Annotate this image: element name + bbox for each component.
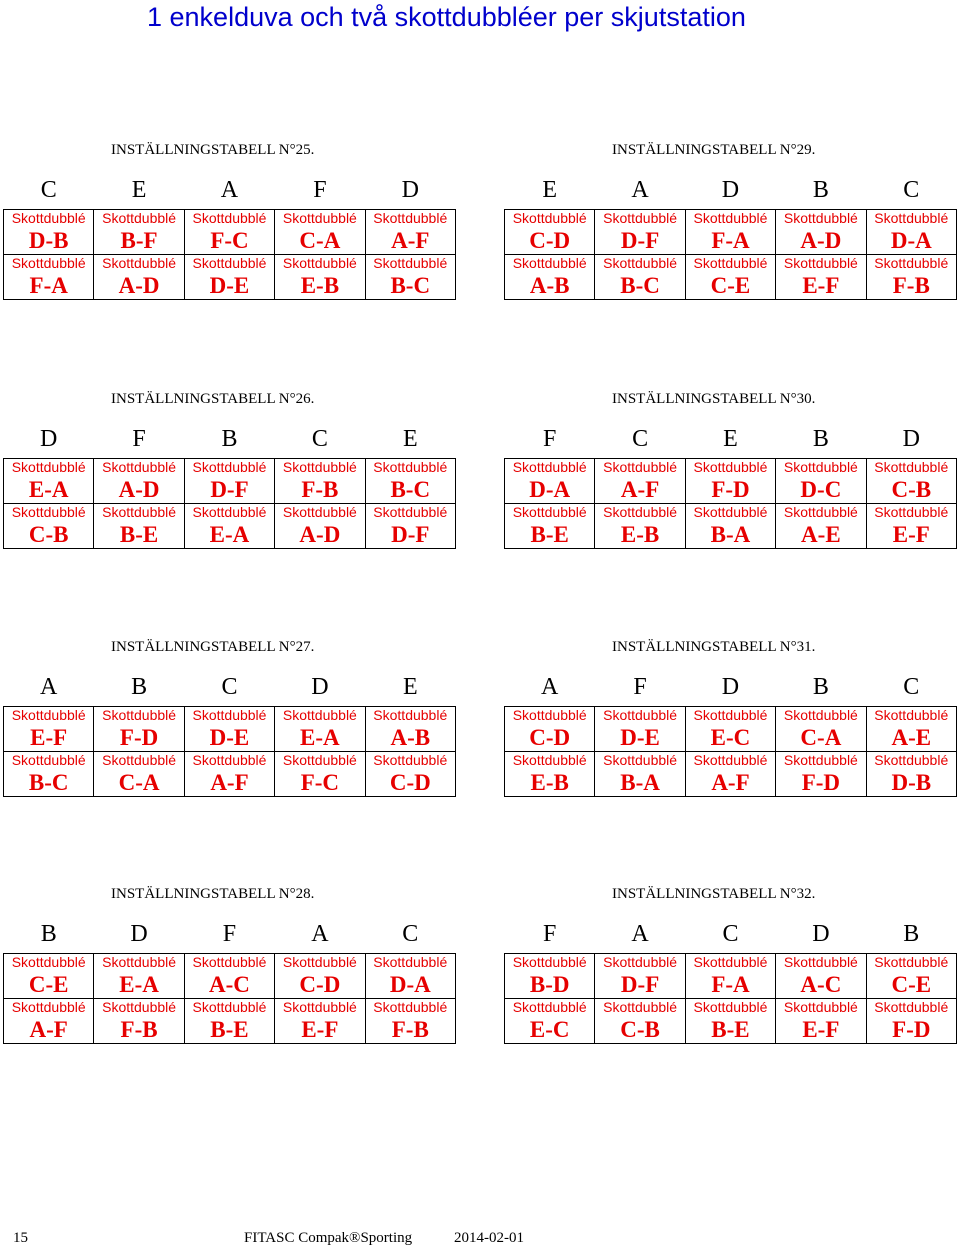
station-cell: A bbox=[631, 176, 649, 203]
skottdubble-label: Skottdubblé bbox=[94, 459, 184, 477]
skottdubble-label: Skottdubblé bbox=[505, 707, 595, 725]
double-pair-cell: C-A bbox=[776, 724, 866, 752]
skottdubble-label: Skottdubblé bbox=[94, 255, 184, 273]
setting-grid bbox=[3, 668, 456, 797]
label-row bbox=[4, 459, 456, 477]
skottdubble-label: Skottdubblé bbox=[776, 707, 866, 725]
station-cell: B bbox=[221, 425, 238, 452]
double-pair-cell: D-F bbox=[184, 476, 274, 504]
skottdubble-label: Skottdubblé bbox=[685, 954, 775, 972]
double-pair-cell: F-D bbox=[94, 724, 184, 752]
double-pair-cell: F-D bbox=[866, 1016, 956, 1044]
skottdubble-label: Skottdubblé bbox=[4, 752, 94, 770]
label-row bbox=[4, 210, 456, 228]
station-cell: A bbox=[541, 673, 559, 700]
skottdubble-label: Skottdubblé bbox=[866, 504, 956, 522]
first-doubles-row bbox=[4, 724, 456, 752]
skottdubble-label: Skottdubblé bbox=[866, 210, 956, 228]
double-pair-cell: A-D bbox=[275, 521, 365, 549]
table-heading: INSTÄLLNINGSTABELL N°28. bbox=[111, 886, 315, 902]
skottdubble-label: Skottdubblé bbox=[184, 210, 274, 228]
double-pair-cell: D-E bbox=[595, 724, 685, 752]
skottdubble-label: Skottdubblé bbox=[4, 504, 94, 522]
double-pair-cell: F-D bbox=[776, 769, 866, 797]
skottdubble-label: Skottdubblé bbox=[275, 459, 365, 477]
double-pair-cell: F-B bbox=[866, 272, 956, 300]
double-pair-cell: D-A bbox=[505, 476, 595, 504]
label-row bbox=[4, 752, 456, 770]
skottdubble-label: Skottdubblé bbox=[184, 999, 274, 1017]
double-pair-cell: F-B bbox=[94, 1016, 184, 1044]
double-pair-cell: A-D bbox=[776, 227, 866, 255]
skottdubble-label: Skottdubblé bbox=[94, 707, 184, 725]
label-row bbox=[505, 999, 957, 1017]
first-doubles-row bbox=[505, 476, 957, 504]
table-heading: INSTÄLLNINGSTABELL N°26. bbox=[111, 391, 315, 407]
skottdubble-label: Skottdubblé bbox=[776, 999, 866, 1017]
skottdubble-label: Skottdubblé bbox=[595, 459, 685, 477]
skottdubble-label: Skottdubblé bbox=[595, 752, 685, 770]
skottdubble-label: Skottdubblé bbox=[4, 954, 94, 972]
skottdubble-label: Skottdubblé bbox=[776, 459, 866, 477]
skottdubble-label: Skottdubblé bbox=[505, 999, 595, 1017]
station-cell: D bbox=[130, 920, 148, 947]
double-pair-cell: D-A bbox=[365, 971, 455, 999]
double-pair-cell: D-E bbox=[184, 272, 274, 300]
station-cell: C bbox=[311, 425, 328, 452]
double-pair-cell: E-B bbox=[595, 521, 685, 549]
double-pair-cell: E-C bbox=[505, 1016, 595, 1044]
setting-grid bbox=[3, 171, 456, 300]
skottdubble-label: Skottdubblé bbox=[184, 707, 274, 725]
double-pair-cell: B-E bbox=[505, 521, 595, 549]
skottdubble-label: Skottdubblé bbox=[776, 255, 866, 273]
skottdubble-label: Skottdubblé bbox=[184, 752, 274, 770]
double-pair-cell: F-C bbox=[275, 769, 365, 797]
station-cell: F bbox=[633, 673, 647, 700]
skottdubble-label: Skottdubblé bbox=[275, 504, 365, 522]
second-doubles-row bbox=[4, 521, 456, 549]
double-pair-cell: D-F bbox=[595, 971, 685, 999]
setting-grid bbox=[504, 915, 957, 1044]
station-row bbox=[4, 915, 456, 954]
station-cell: E bbox=[131, 176, 147, 203]
label-row bbox=[4, 255, 456, 273]
station-cell: C bbox=[40, 176, 57, 203]
double-pair-cell: E-F bbox=[776, 1016, 866, 1044]
skottdubble-label: Skottdubblé bbox=[365, 707, 455, 725]
double-pair-cell: E-A bbox=[94, 971, 184, 999]
double-pair-cell: A-E bbox=[866, 724, 956, 752]
skottdubble-label: Skottdubblé bbox=[776, 752, 866, 770]
label-row bbox=[4, 504, 456, 522]
double-pair-cell: F-D bbox=[685, 476, 775, 504]
double-pair-cell: B-A bbox=[595, 769, 685, 797]
skottdubble-label: Skottdubblé bbox=[184, 954, 274, 972]
station-cell: B bbox=[903, 920, 920, 947]
station-cell: A bbox=[311, 920, 329, 947]
station-row bbox=[4, 171, 456, 210]
skottdubble-label: Skottdubblé bbox=[365, 999, 455, 1017]
station-row bbox=[505, 668, 957, 707]
second-doubles-row bbox=[4, 272, 456, 300]
double-pair-cell: C-D bbox=[505, 227, 595, 255]
double-pair-cell: F-C bbox=[184, 227, 274, 255]
skottdubble-label: Skottdubblé bbox=[866, 954, 956, 972]
skottdubble-label: Skottdubblé bbox=[866, 999, 956, 1017]
skottdubble-label: Skottdubblé bbox=[505, 255, 595, 273]
station-cell: A bbox=[220, 176, 239, 203]
skottdubble-label: Skottdubblé bbox=[4, 999, 94, 1017]
table-heading: INSTÄLLNINGSTABELL N°32. bbox=[612, 886, 816, 902]
skottdubble-label: Skottdubblé bbox=[595, 707, 685, 725]
station-row bbox=[505, 915, 957, 954]
double-pair-cell: B-E bbox=[685, 1016, 775, 1044]
station-cell: B bbox=[812, 673, 829, 700]
double-pair-cell: C-D bbox=[365, 769, 455, 797]
double-pair-cell: C-A bbox=[275, 227, 365, 255]
setting-grid bbox=[3, 420, 456, 549]
station-row bbox=[505, 420, 957, 459]
second-doubles-row bbox=[4, 769, 456, 797]
station-cell: E bbox=[723, 425, 738, 452]
skottdubble-label: Skottdubblé bbox=[505, 459, 595, 477]
station-cell: E bbox=[542, 176, 558, 203]
double-pair-cell: D-E bbox=[184, 724, 274, 752]
double-pair-cell: C-A bbox=[94, 769, 184, 797]
setting-grid bbox=[3, 915, 456, 1044]
skottdubble-label: Skottdubblé bbox=[365, 954, 455, 972]
publication-name: FITASC Compak®Sporting bbox=[244, 1230, 413, 1246]
station-cell: B bbox=[40, 920, 57, 947]
skottdubble-label: Skottdubblé bbox=[275, 954, 365, 972]
station-row bbox=[505, 171, 957, 210]
label-row bbox=[505, 210, 957, 228]
double-pair-cell: B-C bbox=[4, 769, 94, 797]
double-pair-cell: B-C bbox=[595, 272, 685, 300]
station-cell: E bbox=[402, 425, 418, 452]
double-pair-cell: B-C bbox=[365, 476, 455, 504]
skottdubble-label: Skottdubblé bbox=[94, 752, 184, 770]
skottdubble-label: Skottdubblé bbox=[365, 210, 455, 228]
table-heading: INSTÄLLNINGSTABELL N°25. bbox=[111, 142, 315, 158]
double-pair-cell: B-E bbox=[94, 521, 184, 549]
double-pair-cell: A-F bbox=[184, 769, 274, 797]
skottdubble-label: Skottdubblé bbox=[595, 954, 685, 972]
skottdubble-label: Skottdubblé bbox=[275, 255, 365, 273]
double-pair-cell: D-F bbox=[365, 521, 455, 549]
double-pair-cell: D-B bbox=[4, 227, 94, 255]
skottdubble-label: Skottdubblé bbox=[595, 999, 685, 1017]
skottdubble-label: Skottdubblé bbox=[866, 707, 956, 725]
page-number: 15 bbox=[13, 1230, 28, 1246]
station-cell: D bbox=[721, 176, 740, 203]
table-heading: INSTÄLLNINGSTABELL N°29. bbox=[612, 142, 816, 158]
double-pair-cell: E-A bbox=[4, 476, 94, 504]
skottdubble-label: Skottdubblé bbox=[275, 707, 365, 725]
label-row bbox=[505, 954, 957, 972]
station-cell: D bbox=[311, 673, 329, 700]
double-pair-cell: E-A bbox=[184, 521, 274, 549]
skottdubble-label: Skottdubblé bbox=[184, 255, 274, 273]
double-pair-cell: C-D bbox=[275, 971, 365, 999]
label-row bbox=[4, 707, 456, 725]
skottdubble-label: Skottdubblé bbox=[776, 504, 866, 522]
skottdubble-label: Skottdubblé bbox=[776, 954, 866, 972]
skottdubble-label: Skottdubblé bbox=[4, 459, 94, 477]
double-pair-cell: A-E bbox=[776, 521, 866, 549]
double-pair-cell: C-E bbox=[866, 971, 956, 999]
second-doubles-row bbox=[505, 1016, 957, 1044]
table-heading: INSTÄLLNINGSTABELL N°31. bbox=[612, 639, 816, 655]
station-cell: A bbox=[631, 920, 649, 947]
double-pair-cell: C-E bbox=[685, 272, 775, 300]
station-cell: C bbox=[632, 425, 649, 452]
double-pair-cell: A-C bbox=[184, 971, 274, 999]
first-doubles-row bbox=[505, 724, 957, 752]
setting-grid bbox=[504, 420, 957, 549]
label-row bbox=[505, 707, 957, 725]
double-pair-cell: A-F bbox=[685, 769, 775, 797]
skottdubble-label: Skottdubblé bbox=[365, 504, 455, 522]
station-cell: F bbox=[543, 920, 557, 947]
skottdubble-label: Skottdubblé bbox=[866, 255, 956, 273]
double-pair-cell: D-B bbox=[866, 769, 956, 797]
skottdubble-label: Skottdubblé bbox=[595, 504, 685, 522]
station-cell: D bbox=[902, 425, 920, 452]
label-row bbox=[505, 504, 957, 522]
table-heading: INSTÄLLNINGSTABELL N°27. bbox=[111, 639, 315, 655]
double-pair-cell: C-D bbox=[505, 724, 595, 752]
setting-grid bbox=[504, 171, 957, 300]
double-pair-cell: B-D bbox=[505, 971, 595, 999]
page-title: 1 enkelduva och två skottdubbléer per skjutstation bbox=[147, 2, 746, 32]
station-cell: F bbox=[313, 176, 327, 203]
station-cell: D bbox=[721, 673, 740, 700]
skottdubble-label: Skottdubblé bbox=[184, 504, 274, 522]
second-doubles-row bbox=[4, 1016, 456, 1044]
skottdubble-label: Skottdubblé bbox=[505, 752, 595, 770]
skottdubble-label: Skottdubblé bbox=[4, 707, 94, 725]
double-pair-cell: B-A bbox=[685, 521, 775, 549]
skottdubble-label: Skottdubblé bbox=[685, 504, 775, 522]
station-cell: B bbox=[812, 176, 829, 203]
label-row bbox=[505, 459, 957, 477]
skottdubble-label: Skottdubblé bbox=[365, 459, 455, 477]
setting-grid bbox=[504, 668, 957, 797]
label-row bbox=[505, 752, 957, 770]
skottdubble-label: Skottdubblé bbox=[275, 210, 365, 228]
station-cell: C bbox=[402, 920, 419, 947]
skottdubble-label: Skottdubblé bbox=[4, 255, 94, 273]
station-cell: C bbox=[903, 176, 920, 203]
double-pair-cell: F-A bbox=[4, 272, 94, 300]
skottdubble-label: Skottdubblé bbox=[365, 752, 455, 770]
label-row bbox=[505, 255, 957, 273]
table-heading: INSTÄLLNINGSTABELL N°30. bbox=[612, 391, 816, 407]
double-pair-cell: F-A bbox=[685, 971, 775, 999]
skottdubble-label: Skottdubblé bbox=[685, 707, 775, 725]
skottdubble-label: Skottdubblé bbox=[4, 210, 94, 228]
station-cell: F bbox=[222, 920, 237, 947]
second-doubles-row bbox=[505, 521, 957, 549]
double-pair-cell: A-D bbox=[94, 476, 184, 504]
skottdubble-label: Skottdubblé bbox=[275, 752, 365, 770]
double-pair-cell: B-C bbox=[365, 272, 455, 300]
label-row bbox=[4, 999, 456, 1017]
skottdubble-label: Skottdubblé bbox=[94, 999, 184, 1017]
station-cell: F bbox=[543, 425, 557, 452]
double-pair-cell: E-F bbox=[776, 272, 866, 300]
double-pair-cell: E-A bbox=[275, 724, 365, 752]
station-cell: D bbox=[40, 425, 58, 452]
station-cell: D bbox=[812, 920, 830, 947]
skottdubble-label: Skottdubblé bbox=[685, 210, 775, 228]
station-cell: E bbox=[402, 673, 418, 700]
first-doubles-row bbox=[4, 476, 456, 504]
double-pair-cell: C-B bbox=[866, 476, 956, 504]
second-doubles-row bbox=[505, 769, 957, 797]
skottdubble-label: Skottdubblé bbox=[866, 752, 956, 770]
skottdubble-label: Skottdubblé bbox=[685, 999, 775, 1017]
first-doubles-row bbox=[4, 971, 456, 999]
double-pair-cell: A-C bbox=[776, 971, 866, 999]
double-pair-cell: A-B bbox=[365, 724, 455, 752]
double-pair-cell: E-F bbox=[275, 1016, 365, 1044]
double-pair-cell: E-B bbox=[275, 272, 365, 300]
skottdubble-label: Skottdubblé bbox=[685, 459, 775, 477]
skottdubble-label: Skottdubblé bbox=[94, 504, 184, 522]
station-cell: F bbox=[132, 425, 146, 452]
station-cell: B bbox=[812, 425, 829, 452]
double-pair-cell: A-B bbox=[505, 272, 595, 300]
double-pair-cell: C-B bbox=[595, 1016, 685, 1044]
station-cell: B bbox=[131, 673, 148, 700]
double-pair-cell: E-F bbox=[4, 724, 94, 752]
double-pair-cell: E-B bbox=[505, 769, 595, 797]
station-cell: A bbox=[40, 673, 58, 700]
station-cell: C bbox=[221, 673, 238, 700]
double-pair-cell: F-B bbox=[275, 476, 365, 504]
publication-date: 2014-02-01 bbox=[454, 1230, 524, 1246]
first-doubles-row bbox=[4, 227, 456, 255]
label-row bbox=[4, 954, 456, 972]
double-pair-cell: C-E bbox=[4, 971, 94, 999]
double-pair-cell: D-F bbox=[595, 227, 685, 255]
skottdubble-label: Skottdubblé bbox=[685, 752, 775, 770]
double-pair-cell: A-F bbox=[365, 227, 455, 255]
double-pair-cell: E-F bbox=[866, 521, 956, 549]
skottdubble-label: Skottdubblé bbox=[595, 210, 685, 228]
skottdubble-label: Skottdubblé bbox=[505, 954, 595, 972]
double-pair-cell: F-A bbox=[685, 227, 775, 255]
skottdubble-label: Skottdubblé bbox=[505, 210, 595, 228]
double-pair-cell: B-E bbox=[184, 1016, 274, 1044]
double-pair-cell: A-D bbox=[94, 272, 184, 300]
first-doubles-row bbox=[505, 227, 957, 255]
skottdubble-label: Skottdubblé bbox=[184, 459, 274, 477]
station-cell: C bbox=[722, 920, 739, 947]
station-row bbox=[4, 668, 456, 707]
double-pair-cell: F-B bbox=[365, 1016, 455, 1044]
station-cell: D bbox=[401, 176, 419, 203]
skottdubble-label: Skottdubblé bbox=[94, 954, 184, 972]
skottdubble-label: Skottdubblé bbox=[94, 210, 184, 228]
second-doubles-row bbox=[505, 272, 957, 300]
skottdubble-label: Skottdubblé bbox=[595, 255, 685, 273]
double-pair-cell: A-F bbox=[4, 1016, 94, 1044]
skottdubble-label: Skottdubblé bbox=[685, 255, 775, 273]
skottdubble-label: Skottdubblé bbox=[365, 255, 455, 273]
skottdubble-label: Skottdubblé bbox=[866, 459, 956, 477]
station-row bbox=[4, 420, 456, 459]
station-cell: C bbox=[903, 673, 920, 700]
double-pair-cell: D-A bbox=[866, 227, 956, 255]
double-pair-cell: A-F bbox=[595, 476, 685, 504]
double-pair-cell: E-C bbox=[685, 724, 775, 752]
skottdubble-label: Skottdubblé bbox=[275, 999, 365, 1017]
first-doubles-row bbox=[505, 971, 957, 999]
skottdubble-label: Skottdubblé bbox=[776, 210, 866, 228]
double-pair-cell: D-C bbox=[776, 476, 866, 504]
double-pair-cell: C-B bbox=[4, 521, 94, 549]
double-pair-cell: B-F bbox=[94, 227, 184, 255]
skottdubble-label: Skottdubblé bbox=[505, 504, 595, 522]
